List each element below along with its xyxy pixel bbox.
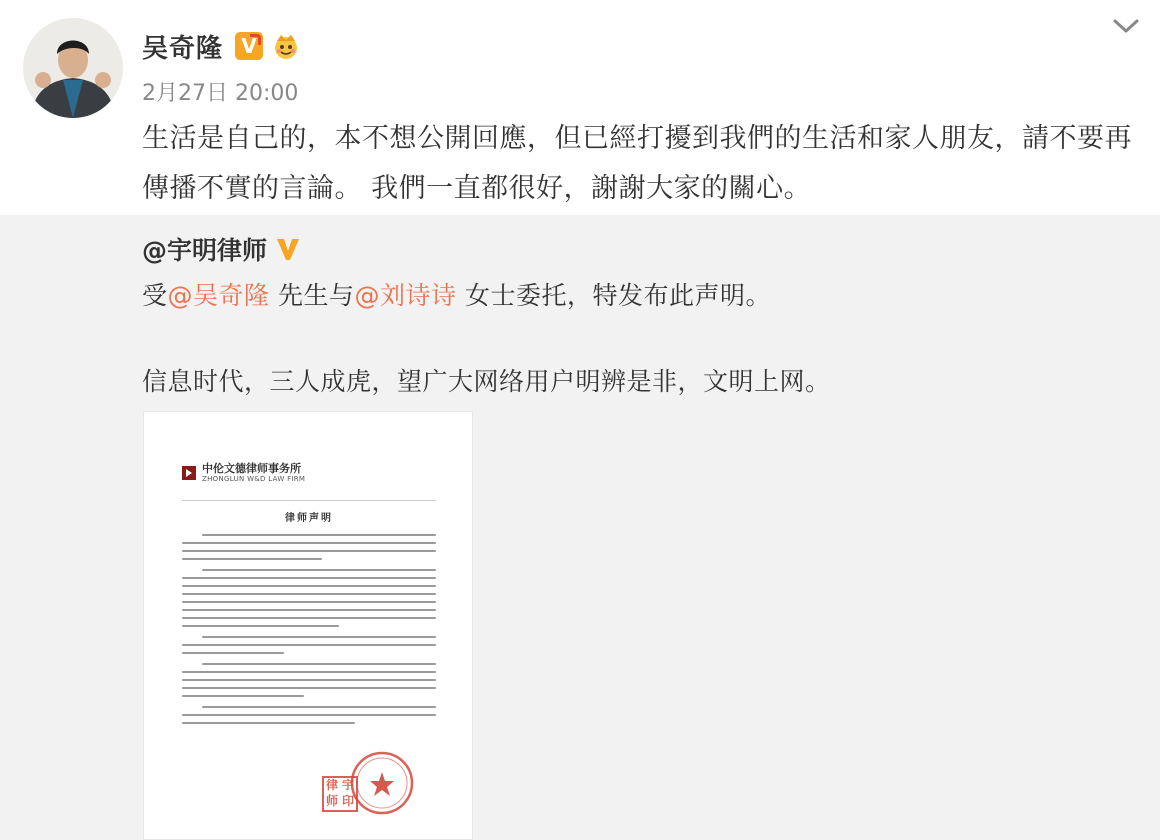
lawyer-stamp	[322, 776, 358, 812]
vip-badge-icon[interactable]: V	[235, 32, 263, 60]
repost-header	[142, 231, 301, 267]
doc-title: 律师声明	[285, 513, 333, 524]
document-body	[182, 462, 436, 733]
doc-paragraph	[182, 569, 436, 627]
chevron-down-icon[interactable]	[1112, 16, 1140, 36]
avatar-photo	[23, 18, 123, 118]
stamp-char: 师	[325, 794, 338, 808]
doc-paragraph	[182, 706, 436, 724]
repost-text-suffix: 女士委托，特发布此声明。	[456, 281, 771, 310]
verified-v-icon	[275, 236, 301, 262]
stamp-char: 律	[325, 778, 338, 792]
lawyer-statement-image[interactable]	[143, 411, 473, 840]
red-seal-icon	[349, 750, 415, 816]
repost-text-prefix: 受	[142, 281, 168, 310]
post-header	[142, 26, 301, 66]
repost-author[interactable]: @宇明律师	[142, 236, 268, 265]
author-name[interactable]: 吴奇隆	[142, 33, 224, 64]
post-text: 生活是自己的，本不想公開回應，但已經打擾到我們的生活和家人朋友，請不要再傳播不實的言論。 我們一直都很好，謝謝大家的關心。	[142, 123, 1132, 204]
firm-name-cn: 中伦文德律师事务所	[202, 462, 301, 475]
repost-line-2: 信息时代，三人成虎，望广大网络用户明辨是非，文明上网。	[142, 367, 831, 396]
repost-card[interactable]	[0, 215, 1160, 840]
doc-paragraph	[182, 663, 436, 697]
mention-liushishi[interactable]: @刘诗诗	[354, 281, 457, 310]
firm-name-en: ZHONGLUN W&D LAW FIRM	[202, 475, 306, 483]
firm-name-block	[202, 462, 305, 484]
repost-text-middle: 先生与	[269, 281, 355, 310]
doc-divider	[182, 500, 436, 501]
stamp-char: 印	[341, 794, 354, 808]
doc-paragraph	[182, 636, 436, 654]
repost-line-1	[142, 276, 771, 312]
firm-logo-icon	[182, 466, 196, 480]
weibo-post	[0, 0, 1160, 215]
doc-text-lines	[182, 534, 436, 724]
avatar[interactable]	[23, 18, 123, 118]
stamp-char: 宇	[341, 778, 354, 792]
post-timestamp[interactable]: 2月27日 20:00	[142, 81, 299, 106]
firm-header	[182, 462, 436, 484]
crown-icon[interactable]	[271, 31, 301, 61]
doc-paragraph	[182, 534, 436, 560]
mention-wuqilong[interactable]: @吴奇隆	[167, 281, 270, 310]
